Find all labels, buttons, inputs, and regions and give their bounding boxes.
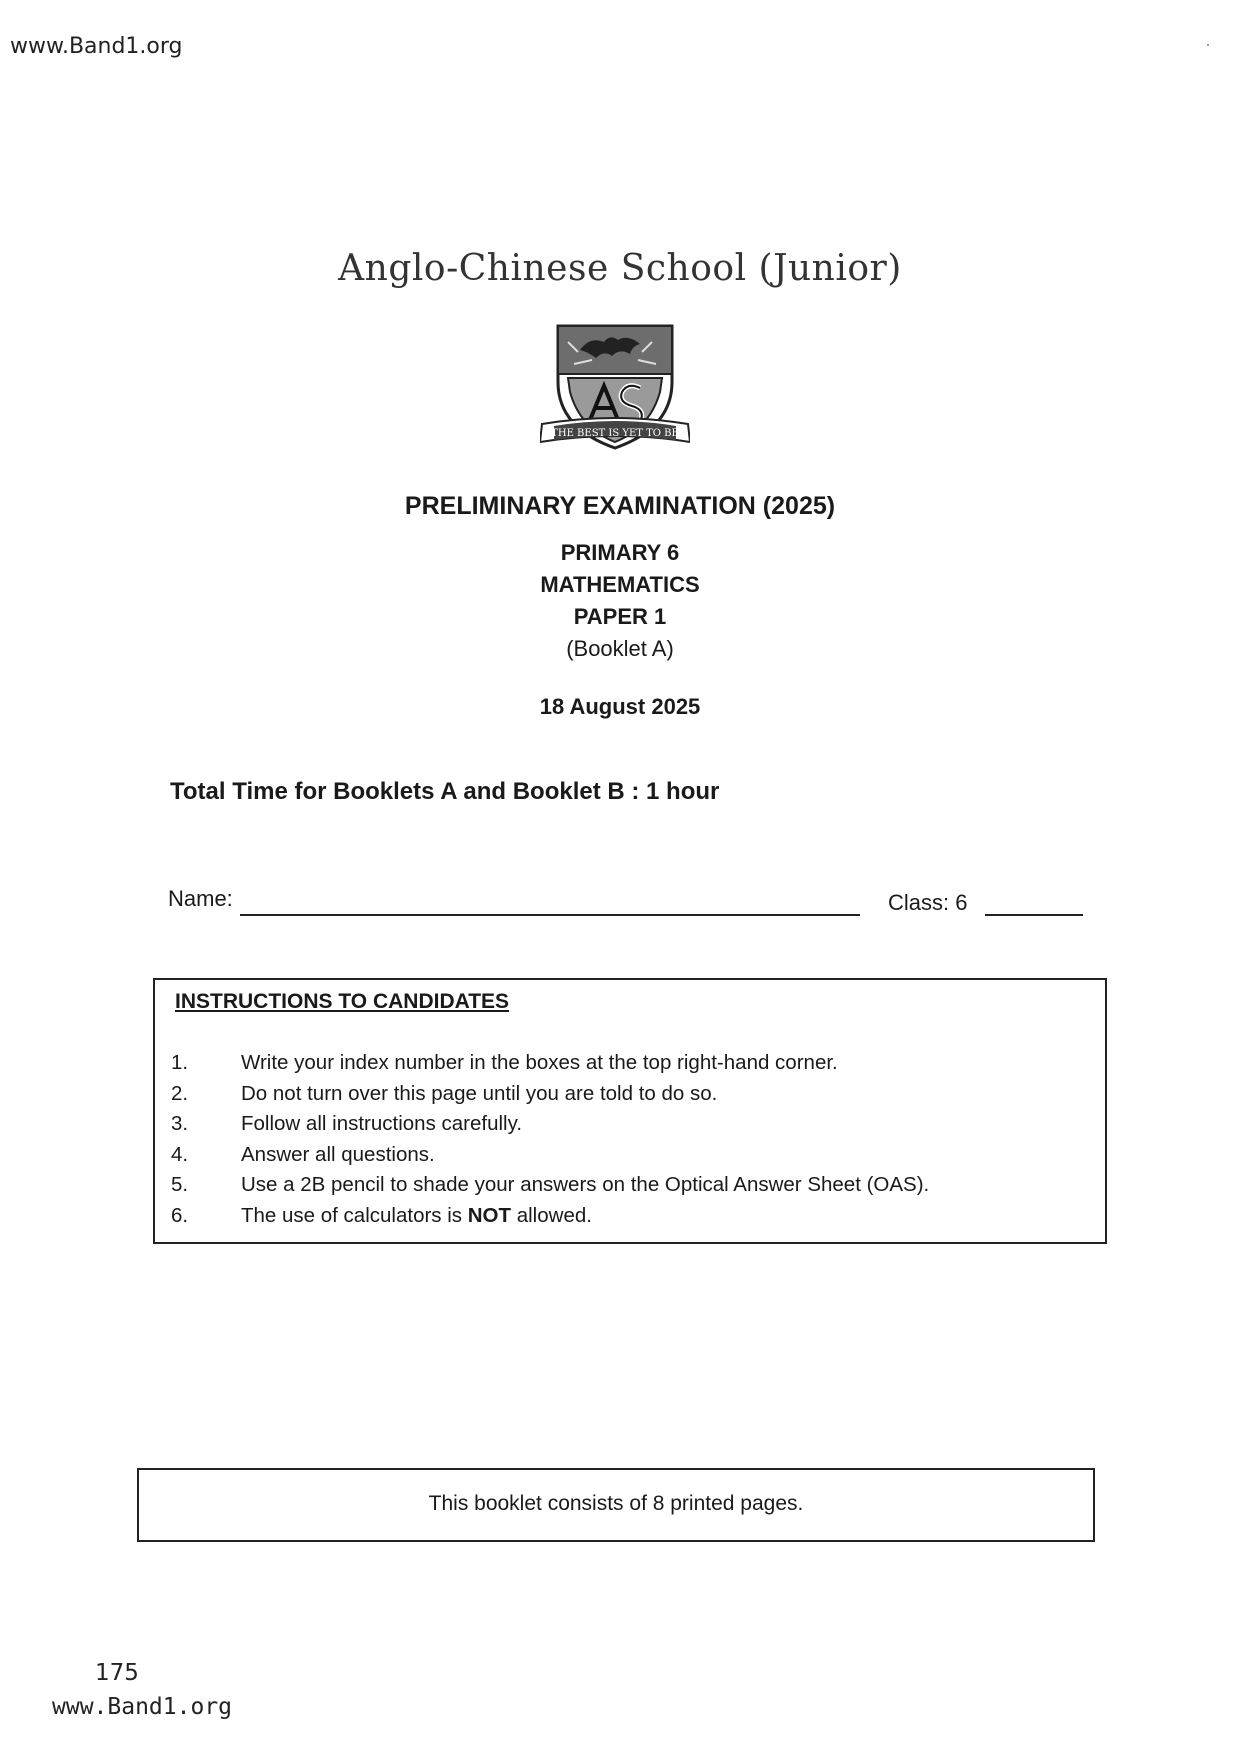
exam-subject: MATHEMATICS — [540, 572, 700, 597]
name-field-line[interactable] — [240, 914, 860, 916]
exam-title: PRELIMINARY EXAMINATION (2025) — [404, 492, 836, 520]
exam-paper: PAPER 1 — [573, 604, 667, 629]
class-field-line[interactable] — [985, 914, 1083, 916]
footer-text: This booklet consists of 8 printed pages. — [428, 1492, 804, 1515]
page-number: 175 — [95, 1660, 139, 1686]
exam-booklet: (Booklet A) — [566, 636, 674, 661]
school-name: Anglo-Chinese School (Junior) — [338, 248, 902, 289]
instruction-item: 5. Use a 2B pencil to shade your answers on the Optical Answer Sheet (OAS). — [171, 1173, 930, 1196]
name-label: Name: — [168, 886, 233, 911]
class-label: Class: 6 — [888, 890, 968, 915]
crest-motto: THE BEST IS YET TO BE — [551, 428, 679, 439]
school-crest-icon — [540, 320, 690, 460]
instruction-item: 3. Follow all instructions carefully. — [171, 1112, 523, 1135]
corner-mark — [1207, 44, 1209, 46]
instruction-item: 6. The use of calculators is NOT allowed. — [171, 1203, 592, 1227]
exam-date: 18 August 2025 — [539, 694, 701, 719]
footer-box — [137, 1468, 1095, 1542]
watermark-top: www.Band1.org — [10, 34, 183, 59]
instruction-item: 4. Answer all questions. — [171, 1142, 435, 1166]
total-time: Total Time for Booklets A and Booklet B : 1 hour — [170, 778, 720, 805]
exam-level: PRIMARY 6 — [560, 540, 680, 565]
instructions-title: INSTRUCTIONS TO CANDIDATES — [175, 990, 510, 1013]
instruction-item: 1. Write your index number in the boxes at the top right-hand corner. — [171, 1051, 838, 1074]
instructions-list — [171, 1048, 929, 1231]
instructions-box — [153, 978, 1107, 1244]
watermark-bottom: www.Band1.org — [52, 1694, 233, 1720]
instruction-item: 2. Do not turn over this page until you are told to do so. — [171, 1081, 718, 1105]
